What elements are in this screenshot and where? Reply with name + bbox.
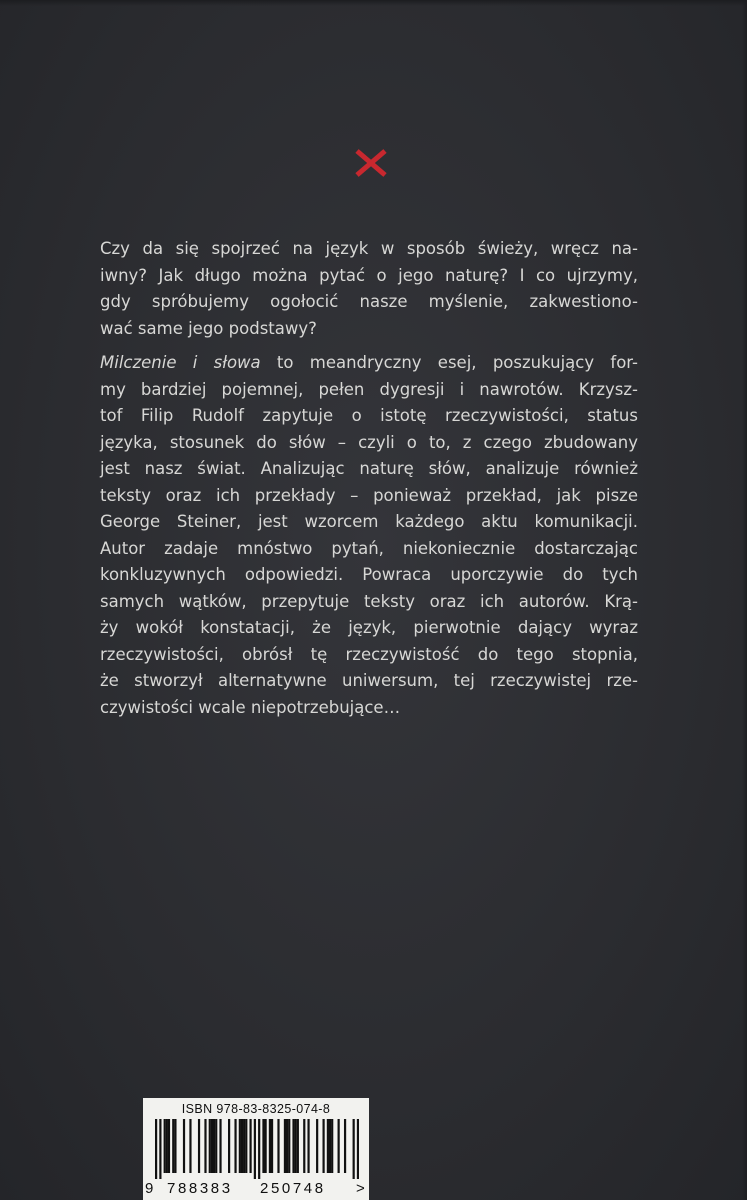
barcode-bar [329, 1119, 331, 1173]
barcode-bar [265, 1119, 267, 1173]
ean-quiet-zone-mark: > [356, 1180, 365, 1197]
barcode-bar [215, 1119, 217, 1173]
blurb-line: George Steiner, jest wzorcem każdego aktu komunikacji. [100, 512, 638, 531]
barcode-bar [174, 1119, 176, 1173]
barcode-bar [249, 1119, 251, 1173]
blurb-line: teksty oraz ich przekłady – ponieważ przekład, jak pisze [100, 485, 638, 505]
barcode-bar [155, 1119, 157, 1179]
barcode-bar [327, 1119, 329, 1173]
barcode-bar [213, 1119, 215, 1173]
barcode-bar [164, 1119, 166, 1173]
blurb-line: samych wątków, przepytuje teksty oraz ich autorów. Krą- [100, 591, 638, 611]
blurb-line-with-title [100, 350, 638, 377]
ean-right-group: 250748 [260, 1180, 326, 1197]
red-x-icon [354, 148, 388, 178]
barcode-bar [241, 1119, 243, 1173]
barcode-bar [258, 1119, 260, 1179]
blurb-line: ży wokół konstatacji, że język, pierwotnie dający wyraz [100, 618, 638, 637]
barcode-bar [209, 1119, 211, 1173]
barcode-bar [198, 1119, 200, 1173]
paragraph-gap [100, 342, 638, 350]
barcode-bar [189, 1119, 191, 1173]
barcode-bar [262, 1119, 264, 1173]
blurb-line: tof Filip Rudolf zapytuje o istotę rzeczywistości, status [100, 406, 638, 425]
barcode-bar [269, 1119, 271, 1173]
barcode-bar [316, 1119, 318, 1173]
barcode-bar [331, 1119, 333, 1173]
blurb-line: czywistości wcale niepotrzebujące… [100, 697, 401, 717]
barcode-bar [271, 1119, 273, 1173]
barcode-bars [155, 1119, 359, 1179]
barcode-bar [295, 1119, 297, 1173]
barcode-bar [159, 1119, 161, 1179]
blurb-text [100, 236, 638, 721]
blurb-line: my bardziej pojemnej, pełen dygresji i nawrotów. Krzysz- [100, 379, 638, 399]
blurb-line: gdy spróbujemy ogołocić nasze myślenie, zakwestiono- [100, 292, 638, 311]
barcode-bar [211, 1119, 213, 1173]
barcode-bar [245, 1119, 247, 1173]
cover-right-shadow [742, 0, 747, 1200]
ean-first-digit: 9 [145, 1180, 154, 1197]
barcode-bar [183, 1119, 185, 1173]
barcode-bar [254, 1119, 256, 1179]
blurb-line: jest nasz świat. Analizując naturę słów, analizuje również [100, 459, 638, 478]
blurb-line: Autor zadaje mnóstwo pytań, niekoniecznie dostarczając [100, 538, 638, 558]
barcode-bar [322, 1119, 324, 1173]
isbn-label: ISBN 978-83-8325-074-8 [181, 1102, 331, 1116]
blurb-line: rzeczywistości, obrósł tę rzeczywistość do tego stopnia, [100, 644, 638, 664]
barcode-bar [286, 1119, 288, 1173]
ean-left-group: 788383 [167, 1180, 233, 1197]
barcode-bar [172, 1119, 174, 1173]
blurb-line: że stworzył alternatywne uniwersum, tej rzeczywistej rze- [100, 671, 638, 690]
cover-top-shadow [0, 0, 747, 6]
barcode-bar [228, 1119, 230, 1173]
barcode-bar [357, 1119, 359, 1179]
barcode-bar [307, 1119, 309, 1173]
barcode-bar [219, 1119, 221, 1173]
barcode-bar [239, 1119, 241, 1173]
barcode-bar [168, 1119, 170, 1173]
barcode-bar [166, 1119, 168, 1173]
barcode-bar [288, 1119, 290, 1173]
barcode-bar [303, 1119, 305, 1173]
barcode-bar [344, 1119, 346, 1173]
blurb-line-rest: to meandryczny esej, poszukujący for- [260, 353, 638, 372]
blurb-line: Czy da się spojrzeć na język w sposób świeży, wręcz na- [100, 239, 638, 258]
barcode-bar [277, 1119, 279, 1173]
barcode-bar [338, 1119, 340, 1173]
barcode-bar [297, 1119, 299, 1173]
barcode-bar [292, 1119, 294, 1173]
barcode-bar [353, 1119, 355, 1179]
blurb-line: iwny? Jak długo można pytać o jego naturę? I co ujrzymy, [100, 265, 638, 285]
blurb-line: konkluzywnych odpowiedzi. Powraca uporczywie do tych [100, 565, 638, 584]
blurb-line: wać same jego podstawy? [100, 318, 317, 338]
blurb-line: języka, stosunek do słów – czyli o to, z czego zbudowany [100, 432, 638, 452]
ean-digits [143, 1179, 369, 1199]
isbn-barcode [143, 1098, 369, 1200]
barcode-bar [243, 1119, 245, 1173]
barcode-bar [204, 1119, 206, 1173]
barcode-bar [234, 1119, 236, 1173]
book-title: Milczenie i słowa [100, 353, 261, 372]
barcode-bar [284, 1119, 286, 1173]
